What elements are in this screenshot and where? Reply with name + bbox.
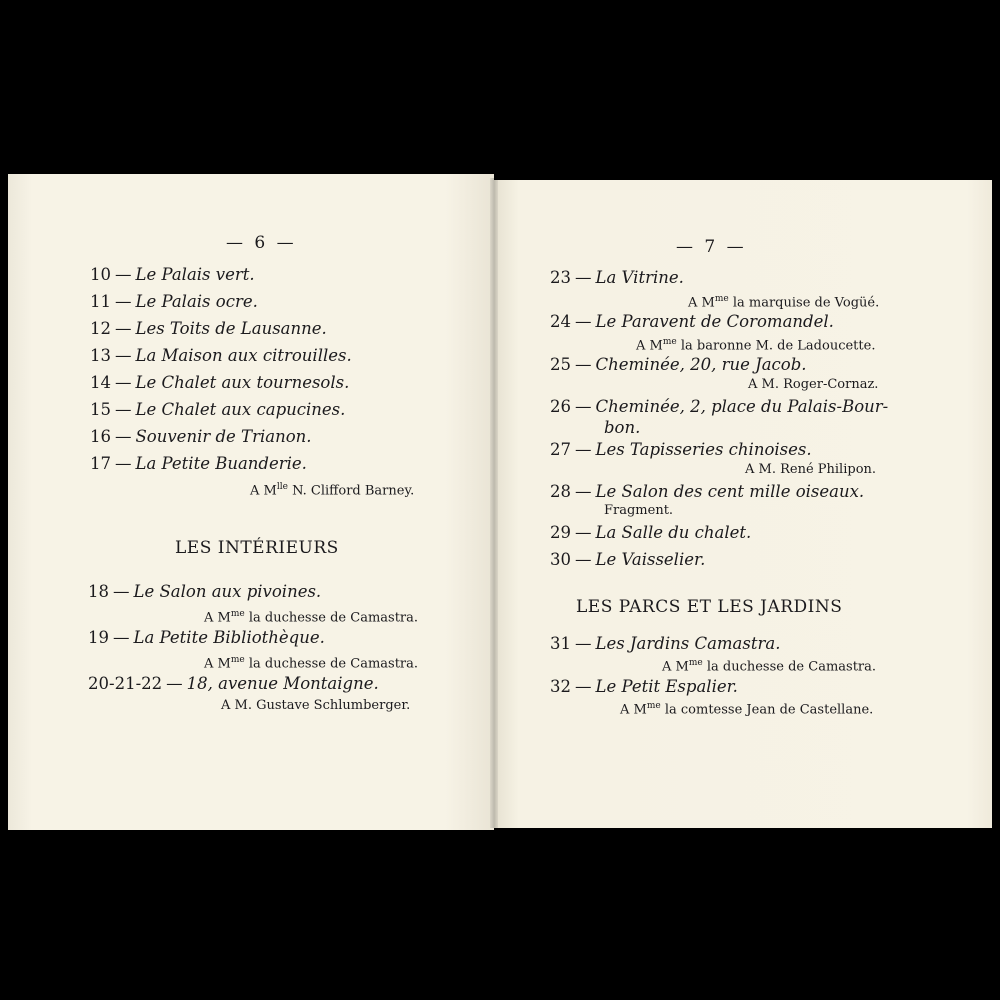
list-item: 27 — Les Tapisseries chinoises. [550,440,812,459]
list-item: 11 — Le Palais ocre. [90,292,258,311]
dedication: A $M^{me}$ la marquise de Vogüé. [688,294,880,311]
list-item: 29 — La Salle du chalet. [550,523,752,542]
list-item: 16 — Souvenir de Trianon. [90,427,312,446]
list-item: 18 — Le Salon aux pivoines. [88,582,322,601]
list-item: 15 — Le Chalet aux capucines. [90,400,346,419]
dedication: A $M^{me}$ la comtesse Jean de Castellane. [620,701,874,718]
list-item: 30 — Le Vaisselier. [550,550,706,569]
list-item: 14 — Le Chalet aux tournesols. [90,373,350,392]
dedication: A M. Gustave Schlumberger. [221,698,411,713]
dedication: A M. René Philipon. [745,462,877,477]
list-item: 25 — Cheminée, 20, rue Jacob. [550,355,807,374]
list-item: 13 — La Maison aux citrouilles. [90,346,352,365]
list-item: 20-21-22 — 18, avenue Montaigne. [88,674,379,693]
list-item: 19 — La Petite Bibliothèque. [88,628,325,647]
dedication: A M. Roger-Cornaz. [748,377,879,392]
dedication: A $M^{lle}$ N. Clifford Barney. [250,482,415,499]
list-item: 23 — La Vitrine. [550,268,684,287]
dedication: A $M^{me}$ la duchesse de Camastra. [204,609,419,626]
dedication: A $M^{me}$ la duchesse de Camastra. [204,655,419,672]
dedication: A $M^{me}$ la duchesse de Camastra. [662,658,877,675]
list-item: 24 — Le Paravent de Coromandel. [550,312,834,331]
section-title-interieurs: LES INTÉRIEURS [175,538,339,558]
item-note: Fragment. [604,503,674,518]
list-item: 26 — Cheminée, 2, place du Palais-Bour- [550,397,889,416]
list-item: 31 — Les Jardins Camastra. [550,634,781,653]
page-number-right: — 7 — [676,237,747,257]
list-item-continuation: bon. [604,418,641,437]
list-item: 32 — Le Petit Espalier. [550,677,738,696]
list-item: 12 — Les Toits de Lausanne. [90,319,327,338]
dedication: A $M^{me}$ la baronne M. de Ladoucette. [636,337,876,354]
list-item: 10 — Le Palais vert. [90,265,255,284]
page-number-left: — 6 — [226,233,297,253]
list-item: 17 — La Petite Buanderie. [90,454,307,473]
list-item: 28 — Le Salon des cent mille oiseaux. [550,482,865,501]
section-title-parcs-jardins: LES PARCS ET LES JARDINS [576,597,843,617]
book-gutter [490,178,498,828]
